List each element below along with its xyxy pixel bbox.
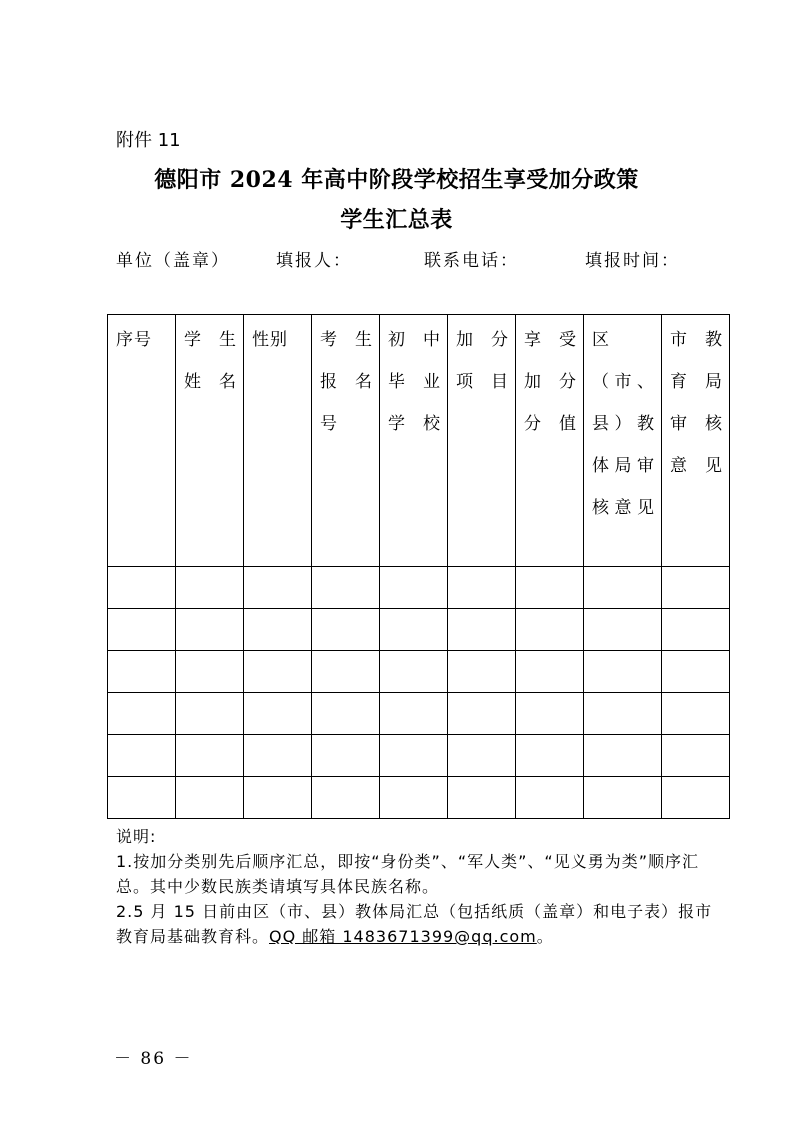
table-cell[interactable]	[584, 609, 662, 651]
document-title: 德阳市 2024 年高中阶段学校招生享受加分政策	[154, 167, 639, 193]
table-cell[interactable]	[448, 735, 516, 777]
unit-label: 单位（盖章）	[116, 251, 230, 271]
table-cell[interactable]	[584, 735, 662, 777]
table-cell[interactable]	[176, 777, 244, 819]
table-cell[interactable]	[312, 609, 380, 651]
header-cell	[244, 315, 312, 567]
fill-time-label: 填报时间：	[585, 251, 680, 271]
notes-section	[116, 824, 726, 949]
header-junior-school: 初中毕业学校	[388, 330, 441, 434]
table-row	[108, 777, 730, 819]
table-cell[interactable]	[662, 609, 730, 651]
header-city-review: 市教育局审核意见	[670, 330, 723, 476]
table-cell[interactable]	[108, 609, 176, 651]
table-cell[interactable]	[176, 609, 244, 651]
table-cell[interactable]	[516, 567, 584, 609]
table-cell[interactable]	[662, 567, 730, 609]
note-1: 1.按加分类别先后顺序汇总，即按“身份类”、“军人类”、“见义勇为类”顺序汇总。其中少数民族类请填写具体民族名称。	[116, 852, 700, 896]
table-cell[interactable]	[380, 567, 448, 609]
header-district-review: 区（市、县）教体局审核意见	[592, 330, 655, 518]
header-seq: 序号	[116, 330, 152, 350]
table-cell[interactable]	[312, 693, 380, 735]
qq-email: QQ 邮箱 1483671399@qq.com	[269, 927, 537, 946]
header-cell	[448, 315, 516, 567]
header-cell	[312, 315, 380, 567]
filler-label: 填报人：	[276, 251, 352, 271]
header-cell	[108, 315, 176, 567]
header-cell	[584, 315, 662, 567]
attachment-label: 附件 11	[116, 130, 181, 151]
table-cell[interactable]	[244, 609, 312, 651]
notes-heading: 说明:	[116, 827, 157, 846]
header-cell	[516, 315, 584, 567]
table-cell[interactable]	[584, 567, 662, 609]
header-registration-number: 考生报名号	[320, 330, 373, 434]
table-cell[interactable]	[108, 693, 176, 735]
table-cell[interactable]	[108, 777, 176, 819]
table-cell[interactable]	[662, 777, 730, 819]
table-cell[interactable]	[108, 651, 176, 693]
table-cell[interactable]	[584, 651, 662, 693]
table-cell[interactable]	[244, 693, 312, 735]
phone-label: 联系电话：	[424, 251, 519, 271]
header-gender: 性别	[252, 330, 288, 350]
note-2-text: 2.5 月 15 日前由区（市、县）教体局汇总（包括纸质（盖章）和电子表）报市教育局基础教育科。	[116, 902, 713, 946]
table-cell[interactable]	[380, 609, 448, 651]
table-cell[interactable]	[662, 693, 730, 735]
table-cell[interactable]	[448, 693, 516, 735]
document-subtitle: 学生汇总表	[340, 207, 453, 233]
table-cell[interactable]	[244, 567, 312, 609]
note-2-end: 。	[536, 927, 554, 946]
table-cell[interactable]	[516, 777, 584, 819]
table-cell[interactable]	[448, 777, 516, 819]
table-row	[108, 609, 730, 651]
table-cell[interactable]	[516, 651, 584, 693]
table-cell[interactable]	[312, 777, 380, 819]
table-cell[interactable]	[448, 567, 516, 609]
table-cell[interactable]	[176, 693, 244, 735]
table-cell[interactable]	[380, 693, 448, 735]
table-cell[interactable]	[108, 567, 176, 609]
summary-table	[107, 314, 730, 819]
note-2	[116, 899, 726, 949]
table-cell[interactable]	[448, 651, 516, 693]
table-cell[interactable]	[584, 777, 662, 819]
table-header-row	[108, 315, 730, 567]
header-cell	[380, 315, 448, 567]
header-student-name: 学生姓名	[184, 330, 237, 392]
table-cell[interactable]	[584, 693, 662, 735]
header-cell	[662, 315, 730, 567]
table-cell[interactable]	[516, 735, 584, 777]
table-cell[interactable]	[662, 651, 730, 693]
table-cell[interactable]	[244, 777, 312, 819]
table-cell[interactable]	[176, 735, 244, 777]
header-cell	[176, 315, 244, 567]
table-row	[108, 651, 730, 693]
table-cell[interactable]	[448, 609, 516, 651]
table-row	[108, 567, 730, 609]
table-cell[interactable]	[108, 735, 176, 777]
table-row	[108, 693, 730, 735]
table-cell[interactable]	[380, 777, 448, 819]
table-cell[interactable]	[312, 651, 380, 693]
table-cell[interactable]	[244, 735, 312, 777]
header-bonus-value: 享受加分分值	[524, 330, 577, 434]
table-cell[interactable]	[380, 735, 448, 777]
table-cell[interactable]	[516, 609, 584, 651]
table-row	[108, 735, 730, 777]
page-number: － 86 －	[114, 1049, 193, 1069]
table-cell[interactable]	[244, 651, 312, 693]
table-cell[interactable]	[312, 567, 380, 609]
header-bonus-item: 加分项目	[456, 330, 509, 392]
table-cell[interactable]	[516, 693, 584, 735]
table-cell[interactable]	[312, 735, 380, 777]
table-cell[interactable]	[176, 651, 244, 693]
table-cell[interactable]	[380, 651, 448, 693]
table-cell[interactable]	[662, 735, 730, 777]
table-cell[interactable]	[176, 567, 244, 609]
